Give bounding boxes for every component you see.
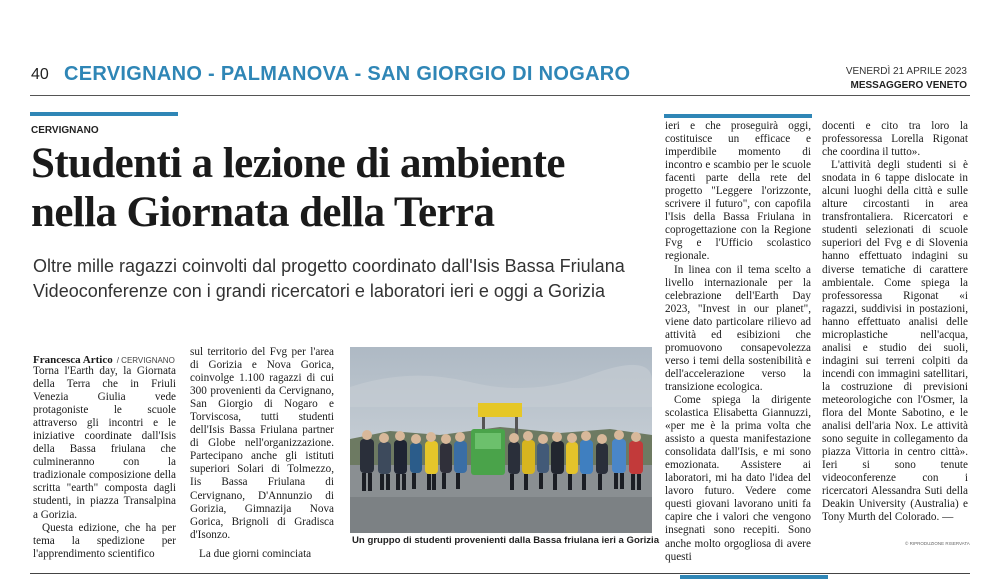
article-column-3: [665, 120, 811, 564]
newspaper-name: MESSAGGERO VENETO: [850, 80, 967, 91]
article-kicker: CERVIGNANO: [31, 125, 99, 136]
photo-caption: Un gruppo di studenti provenienti dalla Bassa friulana ieri a Gorizia: [352, 535, 660, 546]
kicker-accent-bar: [30, 112, 178, 116]
byline-place: / CERVIGNANO: [116, 356, 175, 365]
paragraph: sul territorio del Fvg per l'area di Gorizia e Nova Gorica, coinvolge 1.100 ragazzi di cui 300 provenienti da Cervignano, San Giorgio di Nogaro e Torviscosa, tutti studenti dell'Isis Bassa Friulana partner di Globe nell'organizzazione. Partecipano anche gli istituti superiori Solari di Tolmezzo, Iis Bassa Friulana di Cervignano, D'Annunzio di Gorizia, Gimnazija Nova Gorica, Brignoli di Gradisca d'Isonzo.: [190, 346, 334, 541]
article-photo: [350, 347, 652, 533]
article-title-line2: nella Giornata della Terra: [31, 189, 495, 236]
article-title-line1: Studenti a lezione di ambiente: [31, 140, 565, 187]
paragraph: docenti e cito tra loro la professoressa Lorella Rigonat che coordina il tutto».: [822, 120, 968, 159]
paragraph: La due giorni cominciata: [199, 547, 312, 560]
byline-author: Francesca Artico: [33, 354, 113, 366]
paragraph: L'attività degli studenti si è snodata in 6 tappe dislocate in alcuni luoghi della città e sulle alture circostanti in area transfrontaliera. Ricercatori e studenti selezionati di scuole superiori del Fvg e di Slovenia hanno effettuato indagini su diverse tematiche di carattere ambientale. Come spiega la professoressa Rigonat «i ragazzi, suddivisi in postazioni, hanno effettuato analisi delle microplastiche nell'acqua, analisi e studio dei suoli, indagini sui terreni colpiti da incendi con immagini satellitari, la costruzione di previsioni meteorologiche con l'Osmer, la flora del Monte Sabotino, e le analisi dell'aria Nox. Le attività sono seguite in collegamento da piazza Vittoria in centro città». Ieri si sono tenute videoconferenze con i ricercatori Alessandra Suti della Deakin University (Australia) e Tony Murth del Colorado. —: [822, 159, 968, 524]
article-column-4: [822, 120, 968, 524]
header-rule: [30, 95, 970, 96]
bottom-rule: [30, 573, 970, 574]
page-number: 40: [31, 66, 49, 83]
section-title: CERVIGNANO - PALMANOVA - SAN GIORGIO DI NOGARO: [64, 63, 631, 85]
article-column-1: [33, 365, 176, 561]
article-column-2: [190, 346, 334, 561]
bottom-accent-bar: [680, 575, 828, 579]
paragraph: In linea con il tema scelto a livello internazionale per la celebrazione dell'Earth Day 2023, "Invest in our planet", viene dato particolare rilievo ad attività ed esibizioni che promuovono consapevolezza verso i temi della sostenibilità e dell'accelerazione verso la transizione ecologica.: [665, 263, 811, 393]
article-subtitle-line1: Oltre mille ragazzi coinvolti dal progetto coordinato dall'Isis Bassa Friulana: [33, 256, 625, 276]
paragraph: Come spiega la dirigente scolastica Elisabetta Giannuzzi, «per me è la prima volta che assisto a questa manifestazione consolidata dall'Isis, e mi sono emozionata. Assistere ai laboratori, mi ha dato l'idea del lavoro futuro. Vedere come questi giovani lavorano uniti fa capire che i valori che vengono insegnati sono recepiti. Sono anche molto orgogliosa di avere questi: [665, 393, 811, 563]
column-accent-bar: [664, 114, 812, 118]
paragraph: Questa edizione, che ha per tema la spedizione per l'apprendimento scientifico: [33, 521, 176, 560]
reproduction-notice: © RIPRODUZIONE RISERVATA: [905, 541, 970, 546]
article-subtitle-line2: Videoconferenze con i grandi ricercatori e laboratori ieri e oggi a Gorizia: [33, 281, 605, 301]
paragraph: Torna l'Earth day, la Giornata della Terra che in Friuli Venezia Giulia vede protagoniste le scuole attraverso gli incontri e le iniziative coordinate dall'Isis della Bassa friulana che culmineranno con la tradizionale composizione della scritta "earth" composta dagli studenti, in piazza Transalpina a Gorizia.: [33, 365, 176, 521]
paragraph: ieri e che proseguirà oggi, costituisce un efficace e imperdibile momento di incontro e scambio per le scuole facenti parte della rete del progetto "Leggere l'orizzonte, scrivere il futuro", con capofila l'Isis della Bassa Friulana in coprogettazione con la Regione Fvg e l'Ufficio scolastico regionale.: [665, 120, 811, 263]
issue-date: VENERDÌ 21 APRILE 2023: [845, 66, 967, 77]
